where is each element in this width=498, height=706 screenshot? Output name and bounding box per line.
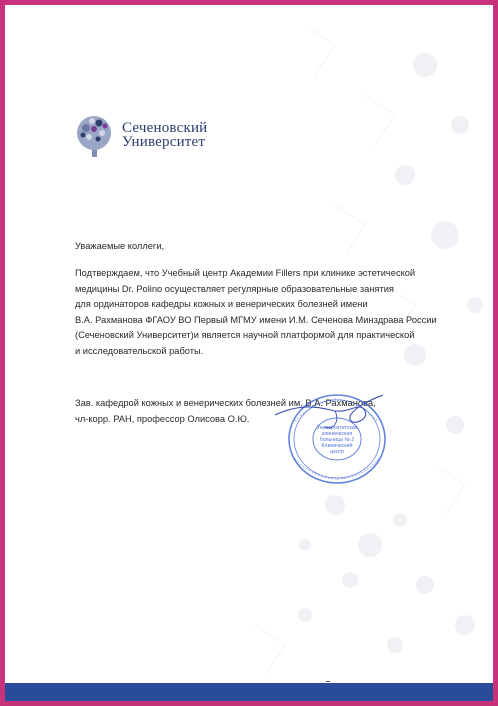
university-logo xyxy=(72,113,232,159)
stamp-line: Университетская xyxy=(316,425,358,431)
body-line: (Сеченовский Университет)и является научной платформой для практической xyxy=(75,330,415,341)
signature-line: Зав. кафедрой кожных и венерических болезней им. В.А. Рахманова, xyxy=(75,398,376,408)
footer-dash xyxy=(326,681,330,682)
body-line: и исследовательской работы. xyxy=(75,345,204,356)
footer-bar xyxy=(5,683,493,701)
greeting-text xyxy=(75,239,164,255)
stamp-line: центр xyxy=(330,449,344,455)
body-line: Подтверждаем, что Учебный центр Академии Fillers при клинике эстетической xyxy=(75,268,416,278)
body-line: В.А. Рахманова ФГАОУ ВО Первый МГМУ имени И.М. Сеченова Минздрава России xyxy=(75,314,437,325)
university-name-line-1: Сеченовский xyxy=(122,120,208,136)
tree-logo-icon xyxy=(72,113,118,159)
signature-line: чл-корр. РАН, профессор Олисова О.Ю. xyxy=(75,413,250,424)
letter-body xyxy=(75,266,437,360)
university-name-line-2: Университет xyxy=(122,134,206,150)
stamp-line: клиническая xyxy=(321,431,353,437)
greeting-line: Уважаемые коллеги, xyxy=(75,241,165,251)
stamp-line: Клинический xyxy=(321,443,353,449)
university-name xyxy=(122,121,207,149)
official-stamp xyxy=(265,381,395,489)
stamp-line: больница № 2 xyxy=(319,437,355,443)
body-line: медицины Dr. Polino осуществляет регулярные образовательные занятия xyxy=(75,283,394,294)
letter-page xyxy=(5,5,493,701)
body-line: для ординаторов кафедры кожных и венерических болезней имени xyxy=(75,299,368,310)
